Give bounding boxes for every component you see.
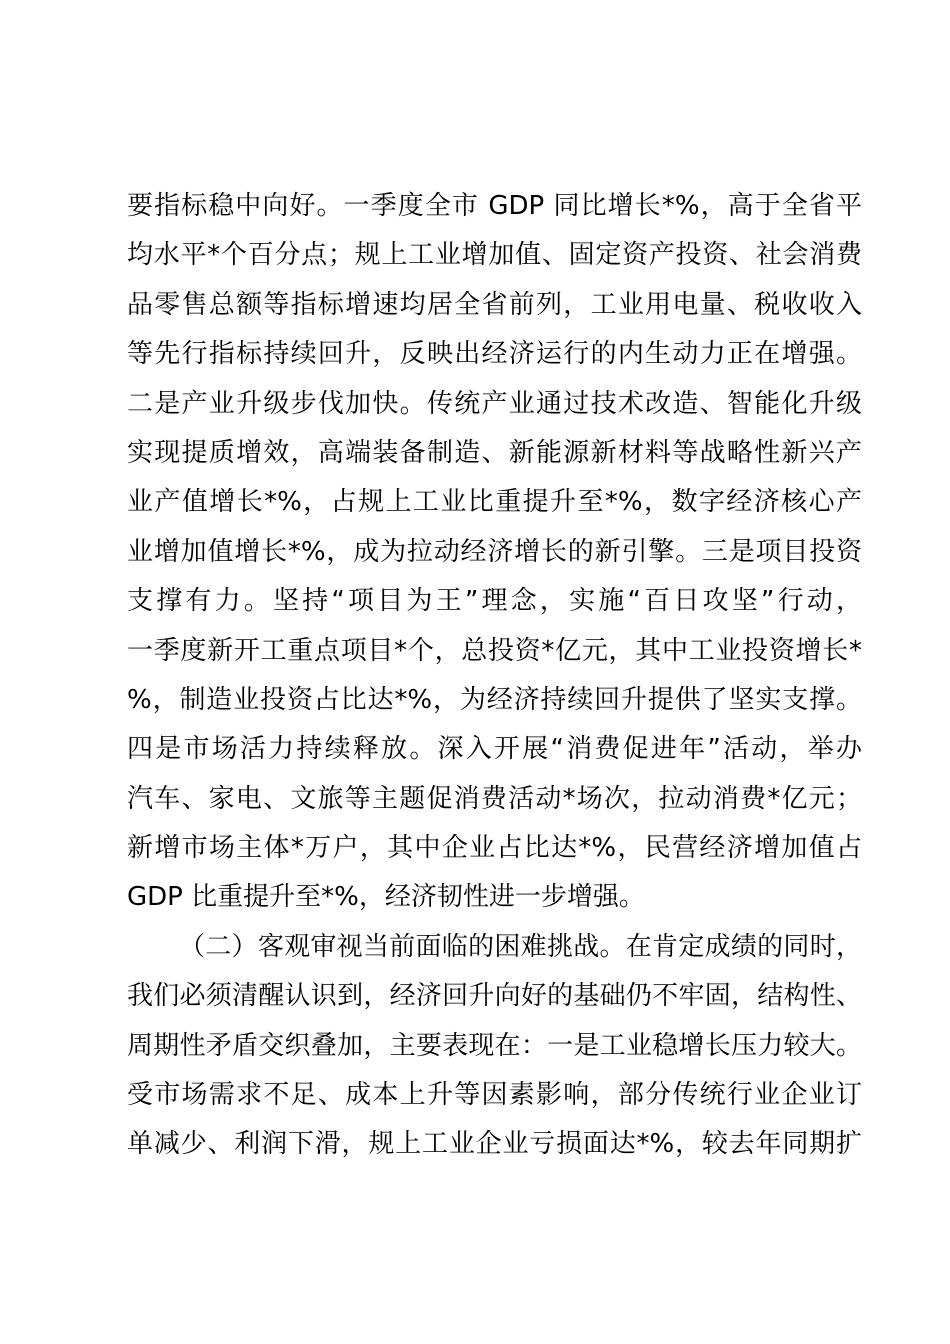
text-line: GDP 比重提升至*%，经济韧性进一步增强。 — [127, 882, 645, 913]
text-line: 实现提质增效，高端装备制造、新能源新材料等战略性新兴产 — [127, 437, 862, 468]
text-line: 业产值增长*%，占规上工业比重提升至*%，数字经济核心产 — [127, 487, 862, 518]
text-line: 单减少、利润下滑，规上工业企业亏损面达*%，较去年同期扩 — [127, 1129, 862, 1160]
body-text — [127, 182, 862, 1170]
paragraph-2 — [127, 923, 862, 1170]
text-line: 周期性矛盾交织叠加，主要表现在：一是工业稳增长压力较大。 — [127, 1030, 862, 1061]
text-line: 要指标稳中向好。一季度全市 GDP 同比增长*%，高于全省平 — [127, 191, 862, 221]
text-line: 新增市场主体*万户，其中企业占比达*%，民营经济增加值占 — [127, 833, 862, 864]
text-line: 我们必须清醒认识到，经济回升向好的基础仍不牢固，结构性、 — [127, 981, 862, 1012]
text-line: 四是市场活力持续释放。深入开展“消费促进年”活动，举办 — [127, 734, 862, 765]
text-line: 均水平*个百分点；规上工业增加值、固定资产投资、社会消费 — [127, 240, 862, 271]
text-line: 一季度新开工重点项目*个，总投资*亿元，其中工业投资增长* — [127, 635, 862, 666]
text-line: 业增加值增长*%，成为拉动经济增长的新引擎。三是项目投资 — [127, 536, 862, 567]
text-line: 品零售总额等指标增速均居全省前列，工业用电量、税收收入 — [127, 289, 862, 320]
text-line: 二是产业升级步伐加快。传统产业通过技术改造、智能化升级 — [127, 388, 862, 419]
text-line: 受市场需求不足、成本上升等因素影响，部分传统行业企业订 — [127, 1080, 862, 1111]
section-heading-line: （二）客观审视当前面临的困难挑战。在肯定成绩的同时， — [179, 931, 862, 962]
paragraph-1 — [127, 182, 862, 923]
text-line: 汽车、家电、文旅等主题促消费活动*场次，拉动消费*亿元； — [127, 783, 862, 814]
text-line: %，制造业投资占比达*%，为经济持续回升提供了坚实支撑。 — [127, 684, 862, 715]
text-line: 支撑有力。坚持“项目为王”理念，实施“百日攻坚”行动， — [127, 586, 862, 617]
text-line: 等先行指标持续回升，反映出经济运行的内生动力正在增强。 — [127, 339, 862, 370]
